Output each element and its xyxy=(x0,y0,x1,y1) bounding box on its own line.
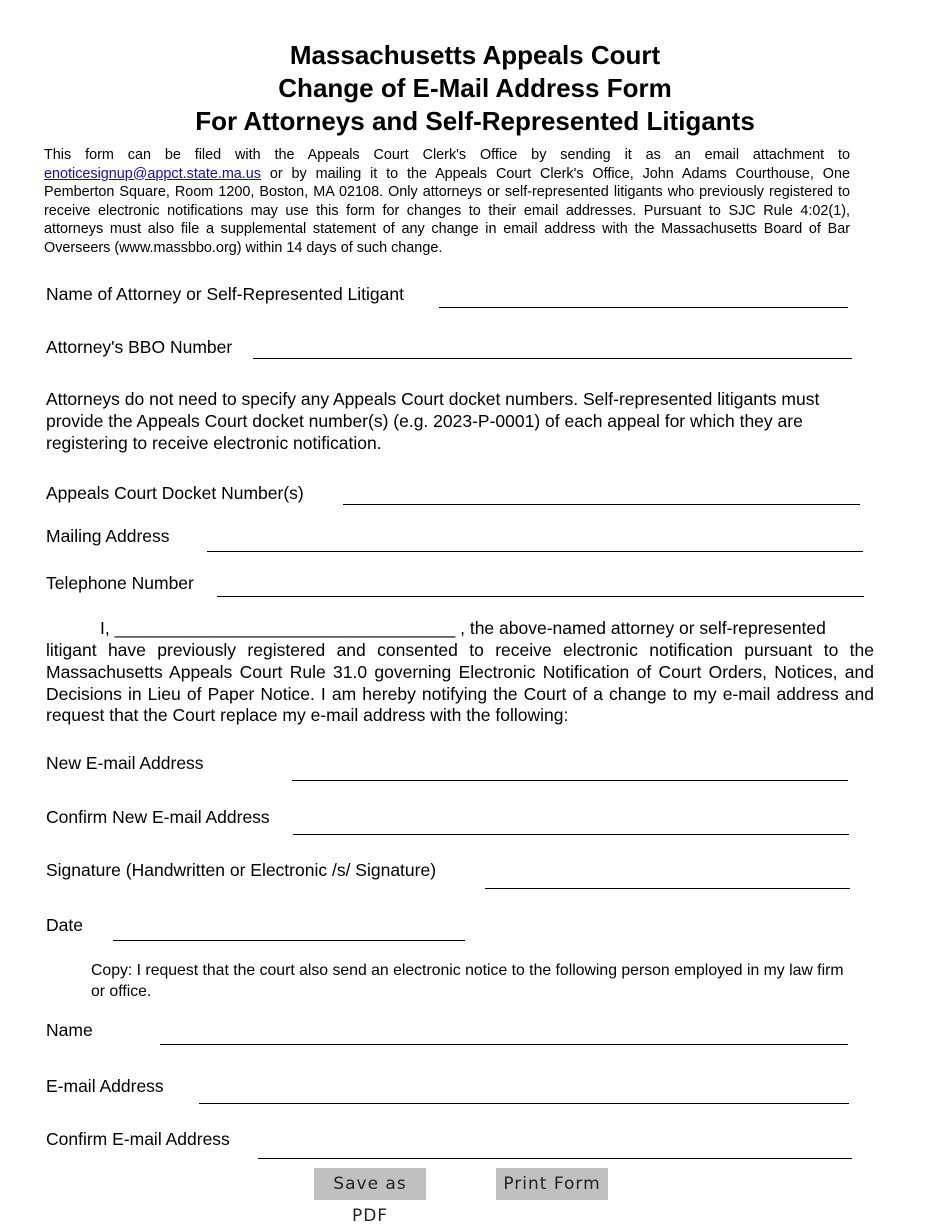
statement-first-line xyxy=(100,618,826,640)
name-label: Name of Attorney or Self-Represented Litigant xyxy=(46,284,404,304)
bbo-field[interactable] xyxy=(253,358,852,359)
bbo-label: Attorney's BBO Number xyxy=(46,337,233,357)
copy-email-field[interactable] xyxy=(199,1103,849,1104)
docket-label: Appeals Court Docket Number(s) xyxy=(46,483,304,503)
date-label: Date xyxy=(46,915,83,935)
telephone-label: Telephone Number xyxy=(46,573,194,593)
intro-paragraph xyxy=(44,146,850,258)
statement-suffix: , the above-named attorney or self-represented xyxy=(455,618,826,638)
email-link[interactable]: enoticesignup@appct.state.ma.us xyxy=(44,165,262,182)
statement-body: litigant have previously registered and consented to receive electronic notification pursuant to the Massachusetts Appeals Court Rule 31.0 governing Electronic Notification of Court Orders, Notices, and Decisions in Lieu of Paper Notice. I am hereby notifying the Court of a change to my e-mail address and request that the Court replace my e-mail address with the following: xyxy=(46,640,874,726)
mailing-field[interactable] xyxy=(207,551,863,552)
confirm-new-email-label: Confirm New E-mail Address xyxy=(46,807,270,827)
copy-confirm-email-field[interactable] xyxy=(258,1158,852,1159)
new-email-label: New E-mail Address xyxy=(46,753,204,773)
telephone-field[interactable] xyxy=(217,596,864,597)
mailing-label: Mailing Address xyxy=(46,526,170,546)
signature-label: Signature (Handwritten or Electronic /s/ Signature) xyxy=(46,860,437,880)
copy-note: Copy: I request that the court also send an electronic notice to the following person employed in my law firm or office. xyxy=(91,962,844,1000)
save-as-pdf-button[interactable]: Save as PDF xyxy=(314,1168,426,1200)
print-form-button[interactable]: Print Form xyxy=(496,1168,608,1200)
confirm-new-email-field[interactable] xyxy=(293,834,849,835)
name-field[interactable] xyxy=(439,307,848,308)
title-line-1: Massachusetts Appeals Court xyxy=(289,40,661,70)
new-email-field[interactable] xyxy=(292,780,848,781)
copy-confirm-email-label: Confirm E-mail Address xyxy=(46,1129,230,1149)
title-line-3: For Attorneys and Self-Represented Litigants xyxy=(195,106,755,136)
statement-prefix: I, xyxy=(100,618,115,638)
copy-email-label: E-mail Address xyxy=(46,1076,164,1096)
title-line-2: Change of E-Mail Address Form xyxy=(278,73,672,103)
copy-name-label: Name xyxy=(46,1020,93,1040)
date-field[interactable] xyxy=(113,940,465,941)
statement-name-blank[interactable]: ___________________________________ xyxy=(114,618,456,638)
form-title xyxy=(0,39,950,138)
docket-note: Attorneys do not need to specify any Appeals Court docket numbers. Self-represented litigants must provide the Appeals Court docket number(s) (e.g. 2023-P-0001) of each appeal for which they are registering to receive electronic notification. xyxy=(46,389,820,453)
signature-field[interactable] xyxy=(485,888,850,889)
intro-text-after: or by mailing it to the Appeals Court Clerk's Office, John Adams Courthouse, One Pemberton Square, Room 1200, Boston, MA 02108. Only attorneys or self-represented litigants who previously registered to receive electronic notifications may use this form for changes to their email addresses. Pursuant to SJC Rule 4:02(1), attorneys must also file a supplemental statement of any change in email address with the Massachusetts Board of Bar Overseers (www.massbbo.org) within 14 days of such change. xyxy=(44,165,850,256)
intro-text-before: This form can be filed with the Appeals Court Clerk's Office by sending it as an email attachment to xyxy=(44,147,850,163)
docket-field[interactable] xyxy=(343,504,860,505)
copy-name-field[interactable] xyxy=(160,1044,848,1045)
